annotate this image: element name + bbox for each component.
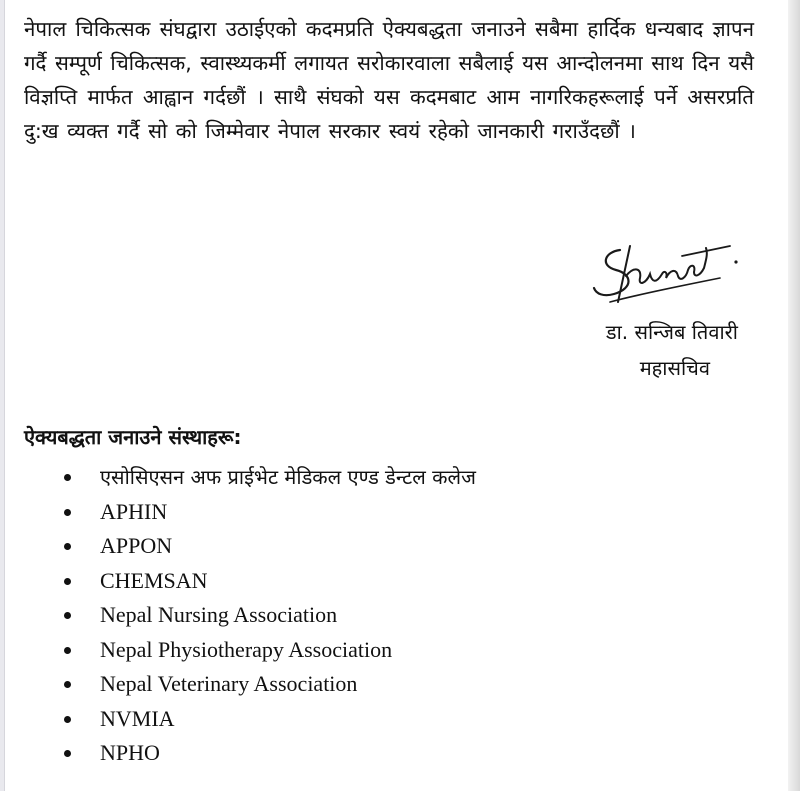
bullet-icon <box>64 474 71 481</box>
organization-name: NPHO <box>100 740 160 765</box>
organization-name: Nepal Veterinary Association <box>100 671 358 696</box>
handwritten-signature <box>590 236 740 308</box>
list-item <box>64 529 476 564</box>
organization-name: NVMIA <box>100 705 175 731</box>
bullet-icon <box>64 612 71 619</box>
bullet-icon <box>64 578 71 585</box>
list-item <box>64 460 476 495</box>
signatory-name: डा. सन्जिब तिवारी <box>605 320 738 344</box>
organization-name: CHEMSAN <box>100 567 208 593</box>
organization-name: Nepal Physiotherapy Association <box>100 636 393 662</box>
bullet-icon <box>64 543 71 550</box>
bullet-icon <box>64 509 71 516</box>
bullet-icon <box>64 750 71 757</box>
solidarity-heading: ऐक्यबद्धता जनाउने संस्थाहरू: <box>24 425 242 449</box>
organization-name: APPON <box>100 533 173 558</box>
list-item <box>64 736 476 771</box>
organization-name: APHIN <box>100 498 168 524</box>
list-item <box>64 633 476 668</box>
list-item <box>64 564 476 599</box>
page-right-shadow <box>788 0 800 791</box>
signature-block <box>540 236 750 386</box>
signatory-title: महासचिव <box>639 356 710 380</box>
bullet-icon <box>64 716 71 723</box>
organization-name: Nepal Nursing Association <box>100 602 338 627</box>
list-item <box>64 667 476 702</box>
bullet-icon <box>64 681 71 688</box>
organization-list <box>64 460 476 771</box>
page-left-border <box>0 0 5 791</box>
letter-body-paragraph: नेपाल चिकित्सक संघद्वारा उठाईएको कदमप्रति ऐक्यबद्धता जनाउने सबैमा हार्दिक धन्यबाद ज्ञापन गर्दै सम्पूर्ण चिकित्सक, स्वास्थ्यकर्मी लगायत सरोकारवाला सबैलाई यस आन्दोलनमा साथ दिन यसै विज्ञप्ति मार्फत आह्वान गर्दछौं । साथै संघको यस कदमबाट आम नागरिकहरूलाई पर्ने असरप्रति दु:ख व्यक्त गर्दै सो को जिम्मेवार नेपाल सरकार स्वयं रहेको जानकारी गराउँदछौं । <box>24 17 754 143</box>
list-item <box>64 495 476 530</box>
list-item <box>64 598 476 633</box>
list-item <box>64 702 476 737</box>
organization-name: एसोसिएसन अफ प्राईभेट मेडिकल एण्ड डेन्टल कलेज <box>100 465 476 489</box>
bullet-icon <box>64 647 71 654</box>
